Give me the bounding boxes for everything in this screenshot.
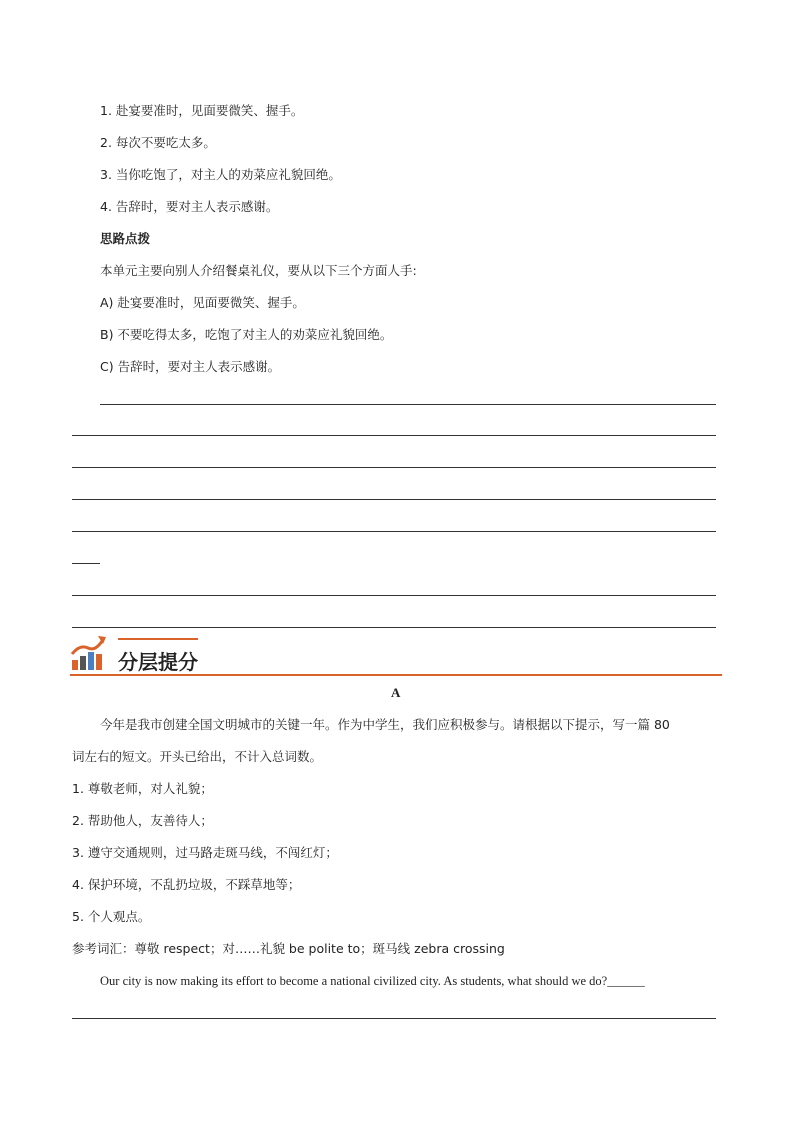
hint-intro: 本单元主要向别人介绍餐桌礼仪，要从以下三个方面人手: <box>100 263 417 278</box>
bar-chart-growth-icon <box>70 634 108 676</box>
writing-line[interactable] <box>72 595 716 596</box>
task-item: 3. 遵守交通规则，过马路走斑马线，不闯红灯； <box>72 845 338 860</box>
list-item: 1. 赴宴要准时，见面要微笑、握手。 <box>100 103 304 118</box>
list-item: 3. 当你吃饱了，对主人的劝菜应礼貌回绝。 <box>100 167 341 182</box>
task-item: 2. 帮助他人，友善待人； <box>72 813 213 828</box>
section-header <box>70 634 722 678</box>
hint-point: C) 告辞时，要对主人表示感谢。 <box>100 359 281 374</box>
list-item: 4. 告辞时，要对主人表示感谢。 <box>100 199 279 214</box>
essay-opening: Our city is now making its effort to become a national civilized city. As students, what should we do?______ <box>100 974 645 988</box>
vocab-hint: 参考词汇：尊敬 respect；对……礼貌 be polite to；斑马线 zebra crossing <box>72 941 505 956</box>
writing-line[interactable] <box>72 627 716 628</box>
task-prompt: 词左右的短文。开头已给出，不计入总词数。 <box>72 749 323 764</box>
writing-line[interactable] <box>72 467 716 468</box>
task-label: A <box>391 685 401 700</box>
hint-point: A) 赴宴要准时，见面要微笑、握手。 <box>100 295 305 310</box>
task-item: 1. 尊敬老师，对人礼貌； <box>72 781 213 796</box>
writing-line-short[interactable] <box>72 563 100 564</box>
writing-line[interactable] <box>72 499 716 500</box>
writing-line[interactable] <box>100 404 716 405</box>
header-underline <box>70 674 722 676</box>
task-item: 5. 个人观点。 <box>72 909 151 924</box>
header-accent-line <box>118 638 198 640</box>
list-item: 2. 每次不要吃太多。 <box>100 135 216 150</box>
writing-line[interactable] <box>72 1018 716 1019</box>
task-item: 4. 保护环境，不乱扔垃圾，不踩草地等； <box>72 877 301 892</box>
hint-title: 思路点拨 <box>100 231 151 246</box>
writing-line[interactable] <box>72 531 716 532</box>
task-prompt: 今年是我市创建全国文明城市的关键一年。作为中学生，我们应积极参与。请根据以下提示，写一篇 80 <box>100 717 670 732</box>
section-title: 分层提分 <box>118 650 198 674</box>
hint-point: B) 不要吃得太多，吃饱了对主人的劝菜应礼貌回绝。 <box>100 327 393 342</box>
writing-line[interactable] <box>72 435 716 436</box>
